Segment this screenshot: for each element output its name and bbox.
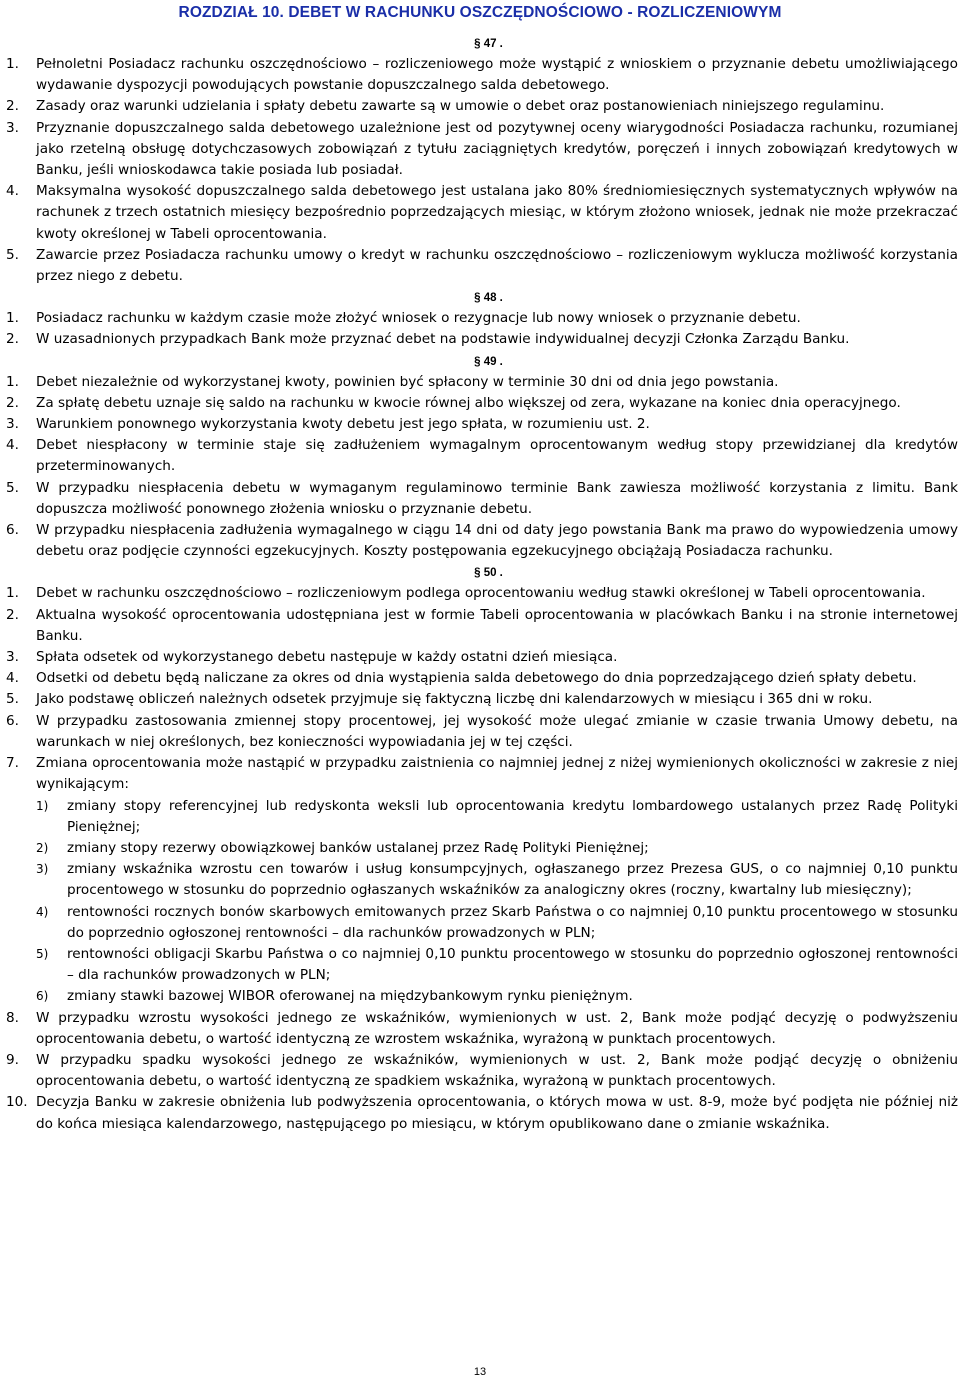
subitem-50-7-2 bbox=[6, 838, 958, 859]
item-number: 8. bbox=[6, 1009, 19, 1026]
item-text: W uzasadnionych przypadkach Bank może przyznać debet na podstawie indywidualnej decyzji Członka Zarządu Banku. bbox=[36, 331, 850, 348]
subitem-number: 5) bbox=[36, 946, 49, 961]
item-number: 7. bbox=[6, 755, 19, 772]
paragraph-47-3 bbox=[6, 118, 958, 182]
item-text: Maksymalna wysokość dopuszczalnego salda debetowego jest ustalana jako 80% średniomiesięcznych systematycznych wpływów na rachunek z trzech ostatnich miesięcy bezpośrednio poprzedzających miesiąc, w którym złożono wniosek, jednak nie może przekraczać kwoty określonej w Tabeli oprocentowania. bbox=[36, 183, 958, 242]
subitem-text: zmiany wskaźnika wzrostu cen towarów i usług konsumpcyjnych, ogłaszanego przez Prezesa GUS, o co najmniej 0,10 punktu procentowego w stosunku do poprzednio ogłaszanych wskaźników za analogiczny okres (roczny, kwartalny lub miesięczny); bbox=[67, 861, 958, 899]
item-text: W przypadku niespłacenia zadłużenia wymagalnego w ciągu 14 dni od daty jego powstania Bank ma prawo do wypowiedzenia umowy debetu oraz podjęcie czynności egzekucyjnych. Koszty postępowania egzekucyjnego obciążają Posiadacza rachunku. bbox=[36, 522, 958, 560]
subitem-number: 2) bbox=[36, 840, 49, 855]
paragraph-48-2 bbox=[6, 329, 958, 350]
item-number: 2. bbox=[6, 606, 19, 623]
subitem-text: zmiany stopy rezerwy obowiązkowej banków ustalanej przez Radę Polityki Pieniężnej; bbox=[67, 839, 649, 856]
item-text: W przypadku niespłacenia debetu w wymaganym regulaminowo terminie Bank zawiesza możliwość korzystania z limitu. Bank dopuszcza możliwość ponownego złożenia wniosku o przyznanie debetu. bbox=[36, 479, 958, 517]
subitem-50-7-6 bbox=[6, 986, 958, 1007]
item-number: 2. bbox=[6, 98, 19, 115]
item-text: Aktualna wysokość oprocentowania udostępniana jest w formie Tabeli oprocentowania w placówkach Banku i na stronie internetowej Banku. bbox=[36, 606, 958, 644]
subitem-50-7-4 bbox=[6, 902, 958, 944]
section-heading-50: § 50 . bbox=[474, 567, 503, 580]
item-number: 3. bbox=[6, 416, 19, 433]
subitem-number: 1) bbox=[36, 798, 49, 813]
paragraph-50-3 bbox=[6, 647, 958, 668]
item-text: W przypadku wzrostu wysokości jednego ze wskaźników, wymienionych w ust. 2, Bank może podjąć decyzję o podwyższeniu oprocentowania debetu, o wartość identyczną ze wzrostem wskaźnika, wyrażoną w punktach procentowych. bbox=[36, 1009, 958, 1047]
paragraph-50-2 bbox=[6, 605, 958, 647]
item-text: Spłata odsetek od wykorzystanego debetu następuje w każdy ostatni dzień miesiąca. bbox=[36, 649, 618, 666]
item-number: 1. bbox=[6, 373, 19, 390]
item-text: Decyzja Banku w zakresie obniżenia lub podwyższenia oprocentowania, o których mowa w ust. 8-9, może być podjęta nie później niż do końca miesiąca kalendarzowego, następującego po miesiącu, w którym opublikowano dane o zmianie wskaźnika. bbox=[36, 1094, 958, 1132]
item-number: 9. bbox=[6, 1051, 19, 1068]
item-number: 1. bbox=[6, 310, 19, 327]
subitem-number: 4) bbox=[36, 904, 49, 919]
paragraph-47-2 bbox=[6, 96, 958, 117]
paragraph-48-1 bbox=[6, 308, 958, 329]
item-number: 2. bbox=[6, 331, 19, 348]
paragraph-50-4 bbox=[6, 668, 958, 689]
paragraph-50-5 bbox=[6, 689, 958, 710]
paragraph-47-5 bbox=[6, 245, 958, 287]
item-text: Odsetki od debetu będą naliczane za okres od dnia wystąpienia salda debetowego do dnia poprzedzającego dzień spłaty debetu. bbox=[36, 670, 917, 687]
paragraph-49-4 bbox=[6, 435, 958, 477]
paragraph-49-2 bbox=[6, 393, 958, 414]
item-number: 3. bbox=[6, 119, 19, 136]
paragraph-50-1 bbox=[6, 583, 958, 604]
paragraph-50-8 bbox=[6, 1008, 958, 1050]
subitem-50-7-1 bbox=[6, 796, 958, 838]
item-text: Warunkiem ponownego wykorzystania kwoty debetu jest jego spłata, w rozumieniu ust. 2. bbox=[36, 416, 650, 433]
chapter-title: ROZDZIAŁ 10. DEBET W RACHUNKU OSZCZĘDNOŚCIOWO - ROZLICZENIOWYM bbox=[178, 4, 782, 21]
subitem-50-7-3 bbox=[6, 859, 958, 901]
item-text: Jako podstawę obliczeń należnych odsetek przyjmuje się faktyczną liczbę dni kalendarzowych w miesiącu i 365 dni w roku. bbox=[36, 691, 873, 708]
paragraph-50-10 bbox=[6, 1092, 958, 1134]
paragraph-49-1 bbox=[6, 372, 958, 393]
item-text: Przyznanie dopuszczalnego salda debetowego uzależnione jest od pozytywnej oceny wiarygodności Posiadacza rachunku, rozumianej jako rzetelną obsługę dotychczasowych zobowiązań z tytułu zaciągniętych kredytów, poręczeń i innych zobowiązań kredytowych w Banku, jeśli wnioskodawca takie posiada lub posiadał. bbox=[36, 119, 958, 179]
paragraph-49-5 bbox=[6, 478, 958, 520]
item-text: Pełnoletni Posiadacz rachunku oszczędnościowo – rozliczeniowego może wystąpić z wnioskiem o przyznanie debetu umożliwiającego wydawanie dyspozycji powodujących powstanie dopuszczalnego salda debetowego. bbox=[36, 56, 958, 94]
item-number: 5. bbox=[6, 479, 19, 496]
item-number: 4. bbox=[6, 437, 19, 454]
item-number: 4. bbox=[6, 183, 19, 200]
section-heading-48: § 48 . bbox=[474, 292, 503, 305]
item-number: 10. bbox=[6, 1094, 28, 1111]
subitem-text: zmiany stopy referencyjnej lub redyskonta weksli lub oprocentowania kredytu lombardowego ustalanych przez Radę Polityki Pieniężnej; bbox=[67, 797, 958, 835]
paragraph-50-7 bbox=[6, 753, 958, 795]
item-number: 5. bbox=[6, 691, 19, 708]
paragraph-50-6 bbox=[6, 711, 958, 753]
item-number: 2. bbox=[6, 394, 19, 411]
item-number: 4. bbox=[6, 670, 19, 687]
document-body bbox=[6, 33, 958, 1135]
item-text: Debet niespłacony w terminie staje się zadłużeniem wymagalnym oprocentowanym według stopy przewidzianej dla kredytów przeterminowanych. bbox=[36, 437, 958, 475]
item-text: Za spłatę debetu uznaje się saldo na rachunku w kwocie równej albo większej od zera, wykazane na koniec dnia operacyjnego. bbox=[36, 394, 901, 411]
item-number: 1. bbox=[6, 585, 19, 602]
item-text: Debet w rachunku oszczędnościowo – rozliczeniowym podlega oprocentowaniu według stawki określonej w Tabeli oprocentowania. bbox=[36, 585, 926, 602]
item-text: Zmiana oprocentowania może nastąpić w przypadku zaistnienia co najmniej jednej z niżej wymienionych okoliczności w zakresie z niej wynikającym: bbox=[36, 755, 958, 793]
paragraph-49-3 bbox=[6, 414, 958, 435]
subitem-text: rentowności obligacji Skarbu Państwa o co najmniej 0,10 punktu procentowego w stosunku do poprzednio ogłoszonej rentowności – dla rachunków prowadzonych w PLN; bbox=[67, 945, 958, 984]
paragraph-47-1 bbox=[6, 54, 958, 96]
paragraph-49-6 bbox=[6, 520, 958, 562]
item-text: Zawarcie przez Posiadacza rachunku umowy o kredyt w rachunku oszczędnościowo – rozliczeniowym wyklucza możliwość korzystania przez niego z debetu. bbox=[36, 246, 958, 285]
item-text: Zasady oraz warunki udzielania i spłaty debetu zawarte są w umowie o debet oraz postanowieniach niniejszego regulaminu. bbox=[36, 98, 885, 115]
item-number: 6. bbox=[6, 712, 19, 729]
paragraph-50-9 bbox=[6, 1050, 958, 1092]
item-number: 6. bbox=[6, 522, 19, 539]
section-heading-49: § 49 . bbox=[474, 355, 503, 368]
subitem-text: rentowności rocznych bonów skarbowych emitowanych przez Skarb Państwa o co najmniej 0,10 punktu procentowego w stosunku do poprzednio ogłoszonej rentowności – dla rachunków prowadzonych w PLN; bbox=[67, 903, 958, 941]
item-text: W przypadku zastosowania zmiennej stopy procentowej, jej wysokość może ulegać zmianie w czasie trwania Umowy debetu, na warunkach w niej określonych, bez konieczności wypowiadania jej w tej części. bbox=[36, 712, 958, 750]
item-text: Posiadacz rachunku w każdym czasie może złożyć wniosek o rezygnacje lub nowy wniosek o przyznanie debetu. bbox=[36, 310, 801, 327]
page-number: 13 bbox=[473, 1366, 487, 1378]
subitem-number: 6) bbox=[36, 989, 49, 1004]
item-text: Debet niezależnie od wykorzystanej kwoty, powinien być spłacony w terminie 30 dni od dnia jego powstania. bbox=[36, 373, 779, 390]
section-heading-47: § 47 . bbox=[474, 38, 503, 50]
subitem-50-7-5 bbox=[6, 944, 958, 986]
item-text: W przypadku spadku wysokości jednego ze wskaźników, wymienionych w ust. 2, Bank może podjąć decyzję o obniżeniu oprocentowania debetu, o wartość identyczną ze spadkiem wskaźnika, wyrażoną w punktach procentowych. bbox=[36, 1051, 958, 1090]
item-number: 1. bbox=[6, 56, 19, 72]
item-number: 5. bbox=[6, 246, 19, 263]
paragraph-47-4 bbox=[6, 181, 958, 245]
subitem-text: zmiany stawki bazowej WIBOR oferowanej na międzybankowym rynku pieniężnym. bbox=[67, 988, 633, 1005]
item-number: 3. bbox=[6, 649, 19, 666]
subitem-number: 3) bbox=[36, 862, 49, 877]
